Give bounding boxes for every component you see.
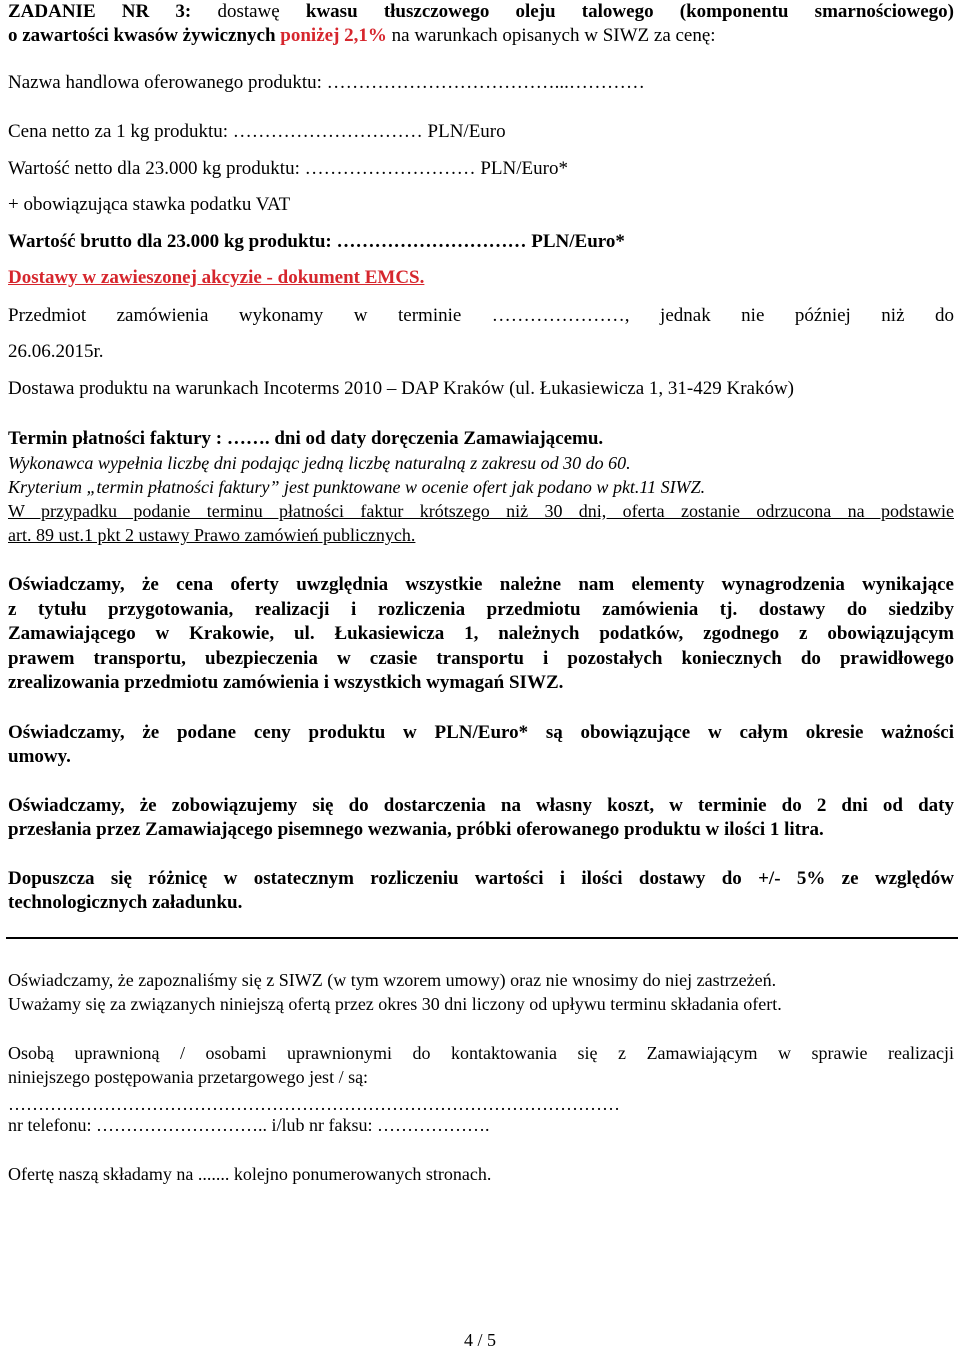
page-number: 4 / 5 xyxy=(463,1330,496,1350)
task-verb: dostawę xyxy=(191,1,306,22)
section-divider xyxy=(6,937,958,939)
payment-warning-line2: art. 89 ust.1 pkt 2 ustawy Prawo zamówień publicznych. xyxy=(8,525,416,545)
declaration-1-line-4: prawem transportu, ubezpieczenia w czasie transportu i pozostałych koniecznych do prawidłowego xyxy=(8,648,954,669)
declaration-4-line-2: technologicznych załadunku. xyxy=(8,892,243,913)
declaration-2-line-1: Oświadczamy, że podane ceny produktu w PLN/Euro* są obowiązujące w całym okresie ważności xyxy=(8,722,954,743)
phone-fax-line: nr telefonu: ……………………….. i/lub nr faksu: ………………. xyxy=(8,1115,490,1135)
payment-note-2: Kryterium „termin płatności faktury” jest punktowane w ocenie ofert jak podano w pkt.11 SIWZ. xyxy=(8,477,706,497)
vat-line: + obowiązująca stawka podatku VAT xyxy=(8,194,291,215)
declaration-3-line-1: Oświadczamy, że zobowiązujemy się do dostarczenia na własny koszt, w terminie do 2 dni od daty xyxy=(8,795,954,816)
gross-value-field: Wartość brutto dla 23.000 kg produktu: ………………………… PLN/Euro* xyxy=(8,231,625,252)
payment-warning-line1: W przypadku podanie terminu płatności faktur krótszego niż 30 dni, oferta zostanie odrzucona na podstawie xyxy=(8,501,954,521)
declaration-1-line-3: Zamawiającego w Krakowie, ul. Łukasiewicza 1, należnych podatków, zgodnego z obowiązującym xyxy=(8,623,954,644)
task-acid-content: o zawartości kwasów żywicznych xyxy=(8,25,281,46)
payment-note-1: Wykonawca wypełnia liczbę dni podając jedną liczbę naturalną z zakresu od 30 do 60. xyxy=(8,453,631,473)
excise-notice: Dostawy w zawieszonej akcyzie - dokument EMCS. xyxy=(8,267,425,288)
contact-person-line2: niniejszego postępowania przetargowego jest / są: xyxy=(8,1067,369,1087)
product-name-field: Nazwa handlowa oferowanego produktu: ………………………………...………… xyxy=(8,72,645,93)
task-threshold: poniżej 2,1% xyxy=(280,25,387,46)
task-product: kwasu tłuszczowego oleju talowego (komponentu smarnościowego) xyxy=(305,1,954,22)
payment-term-title: Termin płatności faktury : ……. dni od daty doręczenia Zamawiającemu. xyxy=(8,428,604,449)
incoterms-line: Dostawa produktu na warunkach Incoterms 2010 – DAP Kraków (ul. Łukasiewicza 1, 31-429 Kraków) xyxy=(8,378,795,399)
contact-person-line1: Osobą uprawnioną / osobami uprawnionymi do kontaktowania się z Zamawiającym w sprawie realizacji xyxy=(8,1043,954,1063)
delivery-term-line2: 26.06.2015r. xyxy=(8,341,104,362)
net-price-field: Cena netto za 1 kg produktu: ………………………… PLN/Euro xyxy=(8,121,506,142)
declaration-4-line-1: Dopuszcza się różnicę w ostatecznym rozliczeniu wartości i ilości dostawy do +/- 5% ze względów xyxy=(8,868,954,889)
delivery-term-line1: Przedmiot zamówienia wykonamy w terminie …………………, jednak nie później niż do xyxy=(8,305,954,326)
net-value-field: Wartość netto dla 23.000 kg produktu: ……………………… PLN/Euro* xyxy=(8,158,568,179)
task-conditions: na warunkach opisanych w SIWZ za cenę: xyxy=(386,25,716,46)
task-number: ZADANIE NR 3: xyxy=(8,1,192,22)
task-header-line1 xyxy=(8,0,954,24)
pages-statement: Ofertę naszą składamy na ....... kolejno ponumerowanych stronach. xyxy=(8,1164,492,1184)
contact-dots: ………………………………………………………………………………………… xyxy=(8,1094,620,1114)
declaration-1-line-1: Oświadczamy, że cena oferty uwzględnia wszystkie należne nam elementy wynagrodzenia wynikające xyxy=(8,574,954,595)
siwz-statement: Oświadczamy, że zapoznaliśmy się z SIWZ (w tym wzorem umowy) oraz nie wnosimy do niej zastrzeżeń. xyxy=(8,970,777,990)
bound-statement: Uważamy się za związanych niniejszą ofertą przez okres 30 dni liczony od upływu terminu składania ofert. xyxy=(8,994,782,1014)
declaration-3-line-2: przesłania przez Zamawiającego pisemnego wezwania, próbki oferowanego produktu w ilości 1 litra. xyxy=(8,819,824,840)
declaration-2-line-2: umowy. xyxy=(8,746,71,767)
task-header-line2 xyxy=(8,24,954,48)
declaration-1-line-2: z tytułu przygotowania, realizacji i rozliczenia przedmiotu zamówienia tj. dostawy do siedziby xyxy=(8,599,954,620)
declaration-1-line-5: zrealizowania przedmiotu zamówienia i wszystkich wymagań SIWZ. xyxy=(8,672,564,693)
